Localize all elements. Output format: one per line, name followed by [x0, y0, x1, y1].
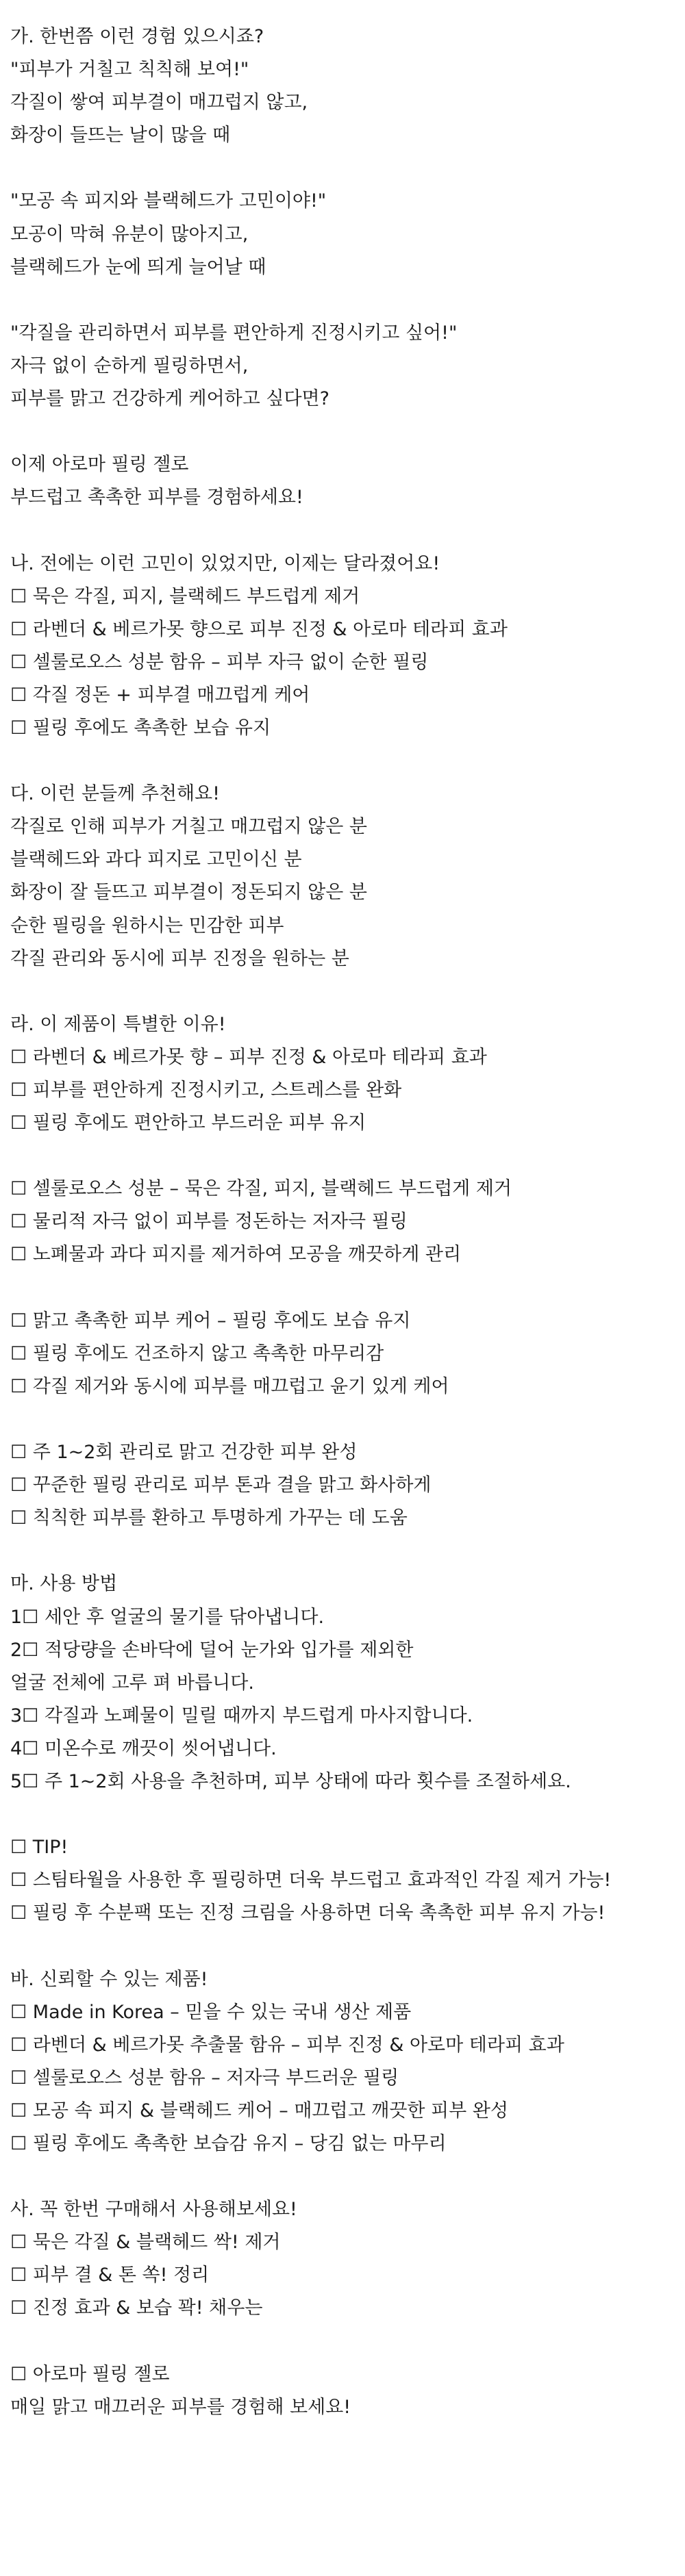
text-line: 5☐ 주 1~2회 사용을 추천하며, 피부 상태에 따라 횟수를 조절하세요. [10, 1770, 571, 1792]
blank-line [10, 1930, 685, 1963]
blank-line [10, 975, 685, 1008]
text-line: 화장이 들뜨는 날이 많을 때 [10, 125, 231, 146]
text-line: 블랙헤드가 눈에 띄게 늘어날 때 [10, 256, 266, 278]
blank-line [10, 1798, 685, 1831]
text-line: 블랙헤드와 과다 피지로 고민이신 분 [10, 849, 302, 871]
text-line: 가. 한번쯤 이런 경험 있으시죠? [10, 26, 264, 47]
text-line: ☐ 모공 속 피지 & 블랙헤드 케어 – 매끄럽고 깨끗한 피부 완성 [10, 2100, 508, 2121]
blank-line [10, 745, 685, 778]
blank-line [10, 2325, 685, 2358]
text-line: 3☐ 각질과 노폐물이 밀릴 때까지 부드럽게 마사지합니다. [10, 1705, 473, 1726]
text-line: ☐ 피부 결 & 톤 쏙! 정리 [10, 2265, 210, 2286]
text-line: 사. 꼭 한번 구매해서 사용해보세요! [10, 2199, 297, 2221]
text-line: 마. 사용 방법 [10, 1573, 118, 1595]
text-line: ☐ Made in Korea – 믿을 수 있는 국내 생산 제품 [10, 2001, 412, 2023]
text-line: ☐ 주 1~2회 관리로 맑고 건강한 피부 완성 [10, 1442, 358, 1464]
text-line: ☐ 묵은 각질 & 블랙헤드 싹! 제거 [10, 2232, 281, 2254]
text-line: "피부가 거칠고 칙칙해 보여!" [10, 59, 249, 81]
text-line: 자극 없이 순하게 필링하면서, [10, 355, 249, 377]
text-line: ☐ 아로마 필링 젤로 [10, 2363, 170, 2385]
blank-line [10, 1403, 685, 1436]
text-line: 모공이 막혀 유분이 많아지고, [10, 223, 249, 245]
text-line: 이제 아로마 필링 젤로 [10, 454, 189, 476]
text-line: ☐ 진정 효과 & 보습 꽉! 채우는 [10, 2297, 263, 2319]
text-line: ☐ 맑고 촉촉한 피부 케어 – 필링 후에도 보습 유지 [10, 1310, 411, 1331]
text-line: ☐ TIP! [10, 1837, 68, 1859]
blank-line [10, 152, 685, 185]
blank-line [10, 416, 685, 448]
text-line: ☐ 필링 후에도 편안하고 부드러운 피부 유지 [10, 1112, 366, 1134]
text-line: ☐ 각질 제거와 동시에 피부를 매끄럽고 윤기 있게 케어 [10, 1375, 449, 1397]
text-line: ☐ 셀룰로오스 성분 – 묵은 각질, 피지, 블랙헤드 부드럽게 제거 [10, 1178, 512, 1200]
text-line: ☐ 칙칙한 피부를 환하고 투명하게 가꾸는 데 도움 [10, 1507, 408, 1529]
text-line: 얼굴 전체에 고루 펴 바릅니다. [10, 1672, 254, 1694]
text-line: 부드럽고 촉촉한 피부를 경험하세요! [10, 487, 303, 509]
text-line: 라. 이 제품이 특별한 이유! [10, 1013, 226, 1035]
text-line: 피부를 맑고 건강하게 케어하고 싶다면? [10, 388, 329, 410]
text-line: ☐ 필링 후에도 촉촉한 보습감 유지 – 당김 없는 마무리 [10, 2133, 447, 2154]
text-line: 각질로 인해 피부가 거칠고 매끄럽지 않은 분 [10, 816, 367, 838]
text-line: ☐ 물리적 자극 없이 피부를 정돈하는 저자극 필링 [10, 1211, 408, 1233]
blank-line [10, 1272, 685, 1305]
text-line: ☐ 스팀타월을 사용한 후 필링하면 더욱 부드럽고 효과적인 각질 제거 가능! [10, 1870, 612, 1891]
text-line: "모공 속 피지와 블랙헤드가 고민이야!" [10, 190, 327, 212]
blank-line [10, 514, 685, 547]
blank-line [10, 1140, 685, 1173]
text-line: ☐ 라벤더 & 베르가못 향 – 피부 진정 & 아로마 테라피 효과 [10, 1046, 487, 1068]
text-line: ☐ 각질 정돈 + 피부결 매끄럽게 케어 [10, 684, 310, 706]
text-line: ☐ 노폐물과 과다 피지를 제거하여 모공을 깨끗하게 관리 [10, 1244, 462, 1266]
text-line: 바. 신뢰할 수 있는 제품! [10, 1968, 208, 1990]
text-line: ☐ 라벤더 & 베르가못 향으로 피부 진정 & 아로마 테라피 효과 [10, 618, 508, 640]
text-line: 화장이 잘 들뜨고 피부결이 정돈되지 않은 분 [10, 882, 367, 904]
blank-line [10, 284, 685, 317]
text-line: 각질이 쌓여 피부결이 매끄럽지 않고, [10, 92, 308, 114]
text-line: ☐ 라벤더 & 베르가못 추출물 함유 – 피부 진정 & 아로마 테라피 효과 [10, 2034, 564, 2056]
text-line: ☐ 필링 후 수분팩 또는 진정 크림을 사용하면 더욱 촉촉한 피부 유지 가능! [10, 1902, 606, 1924]
text-line: 나. 전에는 이런 고민이 있었지만, 이제는 달라졌어요! [10, 552, 440, 574]
text-line: 4☐ 미온수로 깨끗이 씻어냅니다. [10, 1737, 277, 1759]
text-line: ☐ 필링 후에도 건조하지 않고 촉촉한 마무리감 [10, 1342, 384, 1364]
text-line: ☐ 피부를 편안하게 진정시키고, 스트레스를 완화 [10, 1080, 402, 1101]
text-line: 2☐ 적당량을 손바닥에 덜어 눈가와 입가를 제외한 [10, 1639, 414, 1661]
blank-line [10, 2160, 685, 2193]
text-line: ☐ 셀룰로오스 성분 함유 – 피부 자극 없이 순한 필링 [10, 651, 429, 673]
blank-line [10, 1535, 685, 1568]
text-line: 1☐ 세안 후 얼굴의 물기를 닦아냅니다. [10, 1606, 325, 1628]
text-line: ☐ 필링 후에도 촉촉한 보습 유지 [10, 717, 271, 739]
text-line: ☐ 셀룰로오스 성분 함유 – 저자극 부드러운 필링 [10, 2067, 399, 2089]
text-line: 다. 이런 분들께 추천해요! [10, 783, 220, 805]
text-line: 매일 맑고 매끄러운 피부를 경험해 보세요! [10, 2396, 351, 2418]
text-line: "각질을 관리하면서 피부를 편안하게 진정시키고 싶어!" [10, 322, 458, 344]
text-line: 각질 관리와 동시에 피부 진정을 원하는 분 [10, 947, 349, 969]
text-line: 순한 필링을 원하시는 민감한 피부 [10, 915, 284, 936]
text-line: ☐ 꾸준한 필링 관리로 피부 톤과 결을 맑고 화사하게 [10, 1475, 432, 1496]
text-line: ☐ 묵은 각질, 피지, 블랙헤드 부드럽게 제거 [10, 585, 360, 607]
